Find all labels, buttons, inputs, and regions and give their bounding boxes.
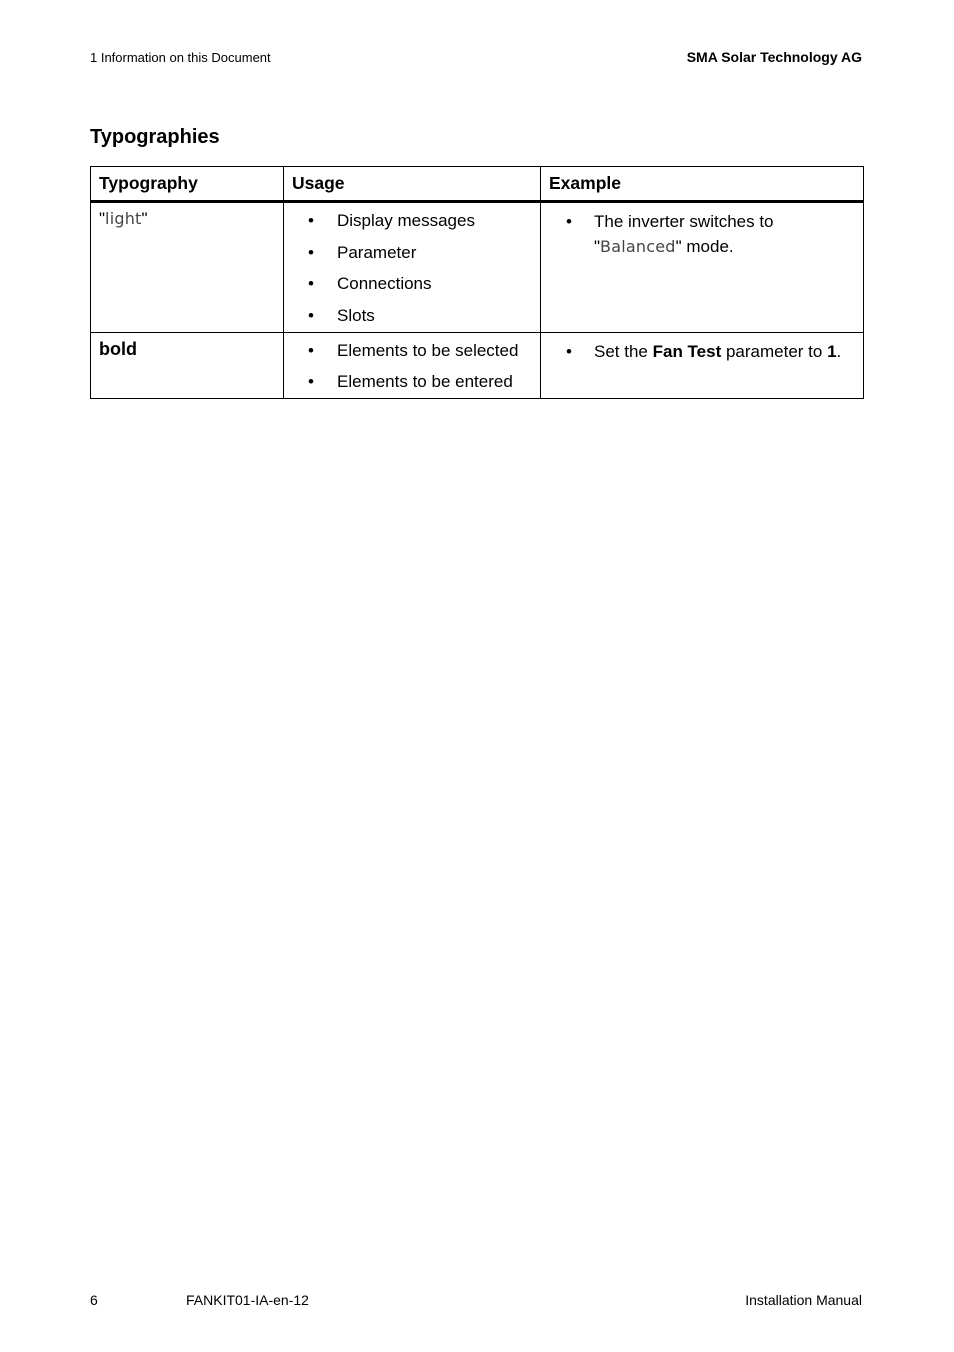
bullet-icon: •: [566, 212, 572, 231]
section-title: Typographies: [90, 126, 220, 148]
example-cell: [541, 332, 864, 399]
typography-cell: "light": [91, 202, 284, 333]
list-item: • Set the Fan Test parameter to 1.: [549, 339, 855, 364]
bullet-icon: •: [308, 274, 314, 293]
bullet-icon: •: [308, 305, 314, 325]
list-item: • Slots: [292, 304, 532, 328]
list-item: • The inverter switches to "Balanced" mode.: [549, 209, 855, 259]
example-list: [549, 209, 855, 259]
page-number: 6: [90, 1292, 98, 1308]
bold-text-value: 1: [827, 341, 837, 361]
example-list: [549, 339, 855, 364]
table-row: [91, 202, 864, 333]
usage-cell: [284, 332, 541, 399]
document-code: FANKIT01-IA-en-12: [186, 1292, 309, 1308]
typographies-table: [90, 166, 864, 399]
typography-cell: [91, 332, 284, 399]
bullet-icon: •: [308, 372, 314, 391]
table-row: [91, 332, 864, 399]
running-header-company: SMA Solar Technology AG: [686, 49, 862, 65]
example-cell: [541, 202, 864, 333]
bullet-icon: •: [566, 341, 572, 361]
bullet-icon: •: [308, 211, 314, 230]
light-sample: Balanced: [600, 237, 676, 256]
document-type: Installation Manual: [745, 1292, 862, 1308]
list-item: • Elements to be entered: [292, 370, 532, 394]
column-header-example: Example: [541, 167, 864, 202]
bullet-icon: •: [308, 242, 314, 262]
column-header-typography: Typography: [91, 167, 284, 202]
list-item: • Display messages: [292, 209, 532, 233]
light-sample: light: [105, 209, 142, 228]
usage-cell: [284, 202, 541, 333]
usage-list: [292, 339, 532, 395]
table-header-row: [91, 167, 864, 202]
bold-text-fan-test: Fan Test: [652, 341, 722, 361]
list-item: • Parameter: [292, 241, 532, 265]
column-header-usage: Usage: [284, 167, 541, 202]
list-item: • Elements to be selected: [292, 339, 532, 363]
bullet-icon: •: [308, 340, 314, 360]
bold-sample: bold: [99, 338, 137, 359]
running-header-section: 1 Information on this Document: [90, 50, 271, 65]
list-item: • Connections: [292, 272, 532, 296]
usage-list: [292, 209, 532, 328]
